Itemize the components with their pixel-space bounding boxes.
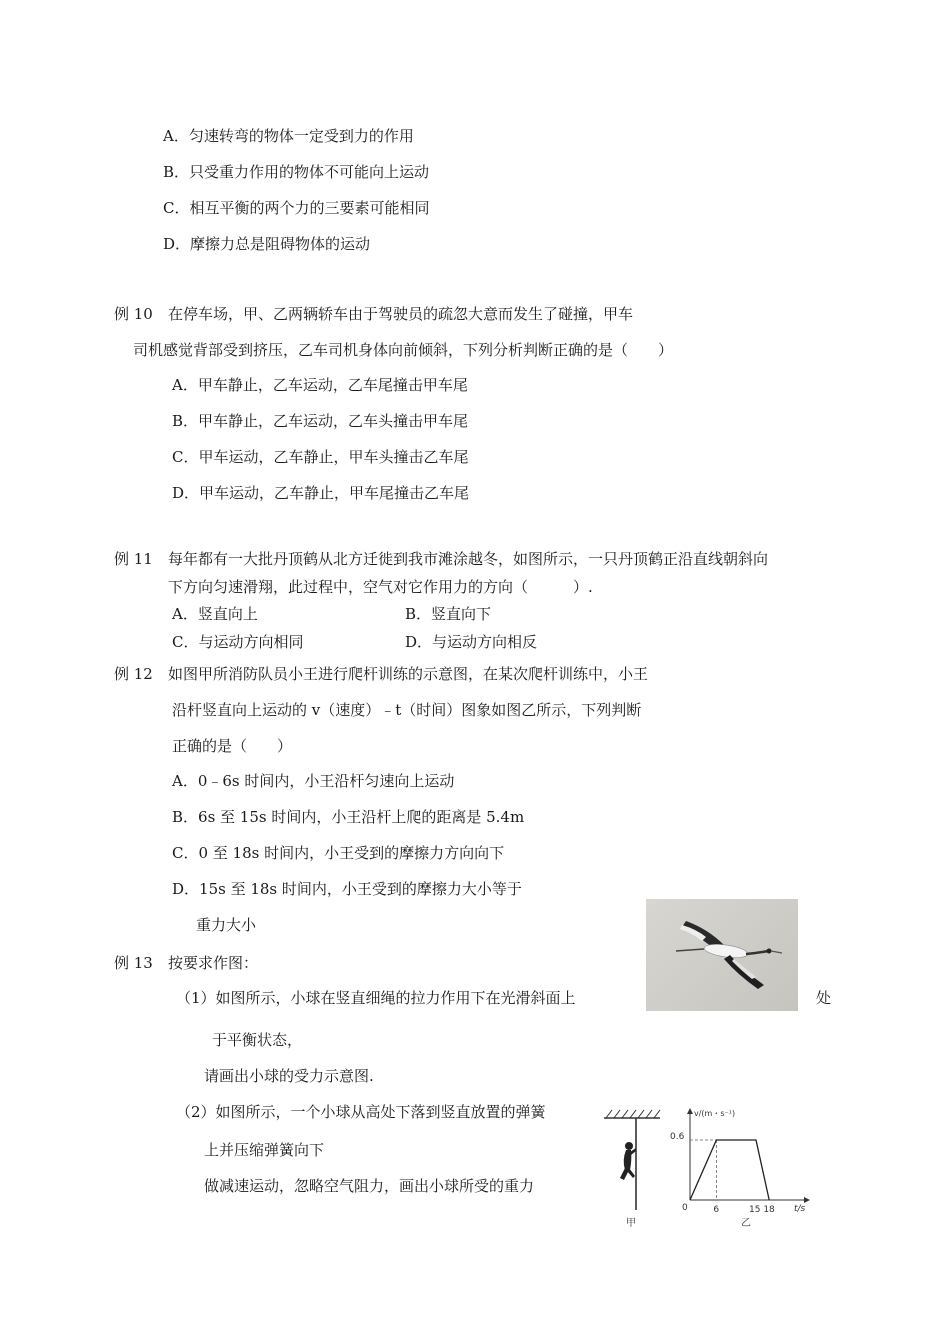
q10-option-c: C．甲车运动，乙车静止，甲车头撞击乙车尾 (172, 448, 469, 466)
climbing-vt-diagram (598, 1104, 824, 1230)
q10-option-d: D．甲车运动，乙车静止，甲车尾撞击乙车尾 (172, 484, 470, 502)
q12-option-d: D．15s 至 18s 时间内，小王受到的摩擦力大小等于 (172, 880, 522, 898)
x-tick-15-18: 15 18 (749, 1205, 775, 1215)
q13-p1-line3: 请画出小球的受力示意图. (204, 1067, 374, 1085)
q9-option-b: B．只受重力作用的物体不可能向上运动 (163, 163, 430, 181)
q13-p2-line2: 上并压缩弹簧向下 (204, 1141, 325, 1159)
crane-photo (646, 899, 798, 1011)
vt-series-line (690, 1140, 769, 1200)
q13-p2-line1: （2）如图所示，一个小球从高处下落到竖直放置的弹簧 (176, 1103, 546, 1121)
y-axis-label: v/(m・s⁻¹) (694, 1109, 736, 1118)
q9-option-a: A．匀速转弯的物体一定受到力的作用 (163, 127, 414, 145)
q11-option-a: A．竖直向上 (172, 605, 258, 623)
q12-option-b: B．6s 至 15s 时间内，小王沿杆上爬的距离是 5.4m (172, 808, 525, 826)
q11-stem-line1: 每年都有一大批丹顶鹤从北方迁徙到我市滩涂越冬，如图所示，一只丹顶鹤正沿直线朝斜向 (168, 550, 769, 568)
q13-p1-tail: 处 (816, 989, 832, 1007)
climber-icon (620, 1142, 636, 1180)
q12-option-c: C．0 至 18s 时间内，小王受到的摩擦力方向向下 (172, 844, 505, 862)
q12-stem-line3: 正确的是（ ） (172, 737, 293, 755)
q9-option-d: D．摩擦力总是阻碍物体的运动 (163, 235, 371, 253)
q13-p2-line3: 做减速运动，忽略空气阻力，画出小球所受的重力 (204, 1177, 535, 1195)
crane-icon (646, 899, 798, 1011)
q10-stem-line1: 在停车场，甲、乙两辆轿车由于驾驶员的疏忽大意而发生了碰撞，甲车 (168, 305, 634, 323)
q12-stem-line2: 沿杆竖直向上运动的 v（速度）﹣t（时间）图象如图乙所示，下列判断 (172, 701, 642, 719)
q11-label: 例 11 (114, 550, 153, 568)
q11-stem-line2: 下方向匀速滑翔，此过程中，空气对它作用力的方向（ ）. (168, 578, 593, 596)
q13-p1-line2: 于平衡状态， (212, 1031, 303, 1049)
q12-option-a: A．0﹣6s 时间内，小王沿杆匀速向上运动 (172, 772, 455, 790)
label-jia: 甲 (626, 1218, 636, 1229)
q13-label: 例 13 (114, 954, 153, 972)
q11-option-b: B．竖直向下 (405, 605, 492, 623)
q13-p1-line1: （1）如图所示，小球在竖直细绳的拉力作用下在光滑斜面上 (176, 989, 576, 1007)
y-tick-0-6: 0.6 (670, 1132, 685, 1142)
q12-option-d-cont: 重力大小 (196, 916, 257, 934)
x-axis-label: t/s (794, 1204, 806, 1214)
q10-stem-line2: 司机感觉背部受到挤压，乙车司机身体向前倾斜，下列分析判断正确的是（ ） (133, 341, 674, 359)
q10-label: 例 10 (114, 305, 153, 323)
q12-label: 例 12 (114, 665, 153, 683)
origin-label: 0 (682, 1203, 688, 1213)
q10-option-a: A．甲车静止，乙车运动，乙车尾撞击甲车尾 (172, 376, 468, 394)
q11-option-d: D．与运动方向相反 (405, 633, 538, 651)
x-tick-6: 6 (713, 1205, 720, 1215)
label-yi: 乙 (741, 1218, 751, 1229)
q12-stem-line1: 如图甲所消防队员小王进行爬杆训练的示意图，在某次爬杆训练中，小王 (168, 665, 649, 683)
q9-option-c: C．相互平衡的两个力的三要素可能相同 (163, 199, 430, 217)
q13-intro: 按要求作图： (168, 954, 259, 972)
q11-option-c: C．与运动方向相同 (172, 633, 304, 651)
q10-option-b: B．甲车静止，乙车运动，乙车头撞击甲车尾 (172, 412, 469, 430)
